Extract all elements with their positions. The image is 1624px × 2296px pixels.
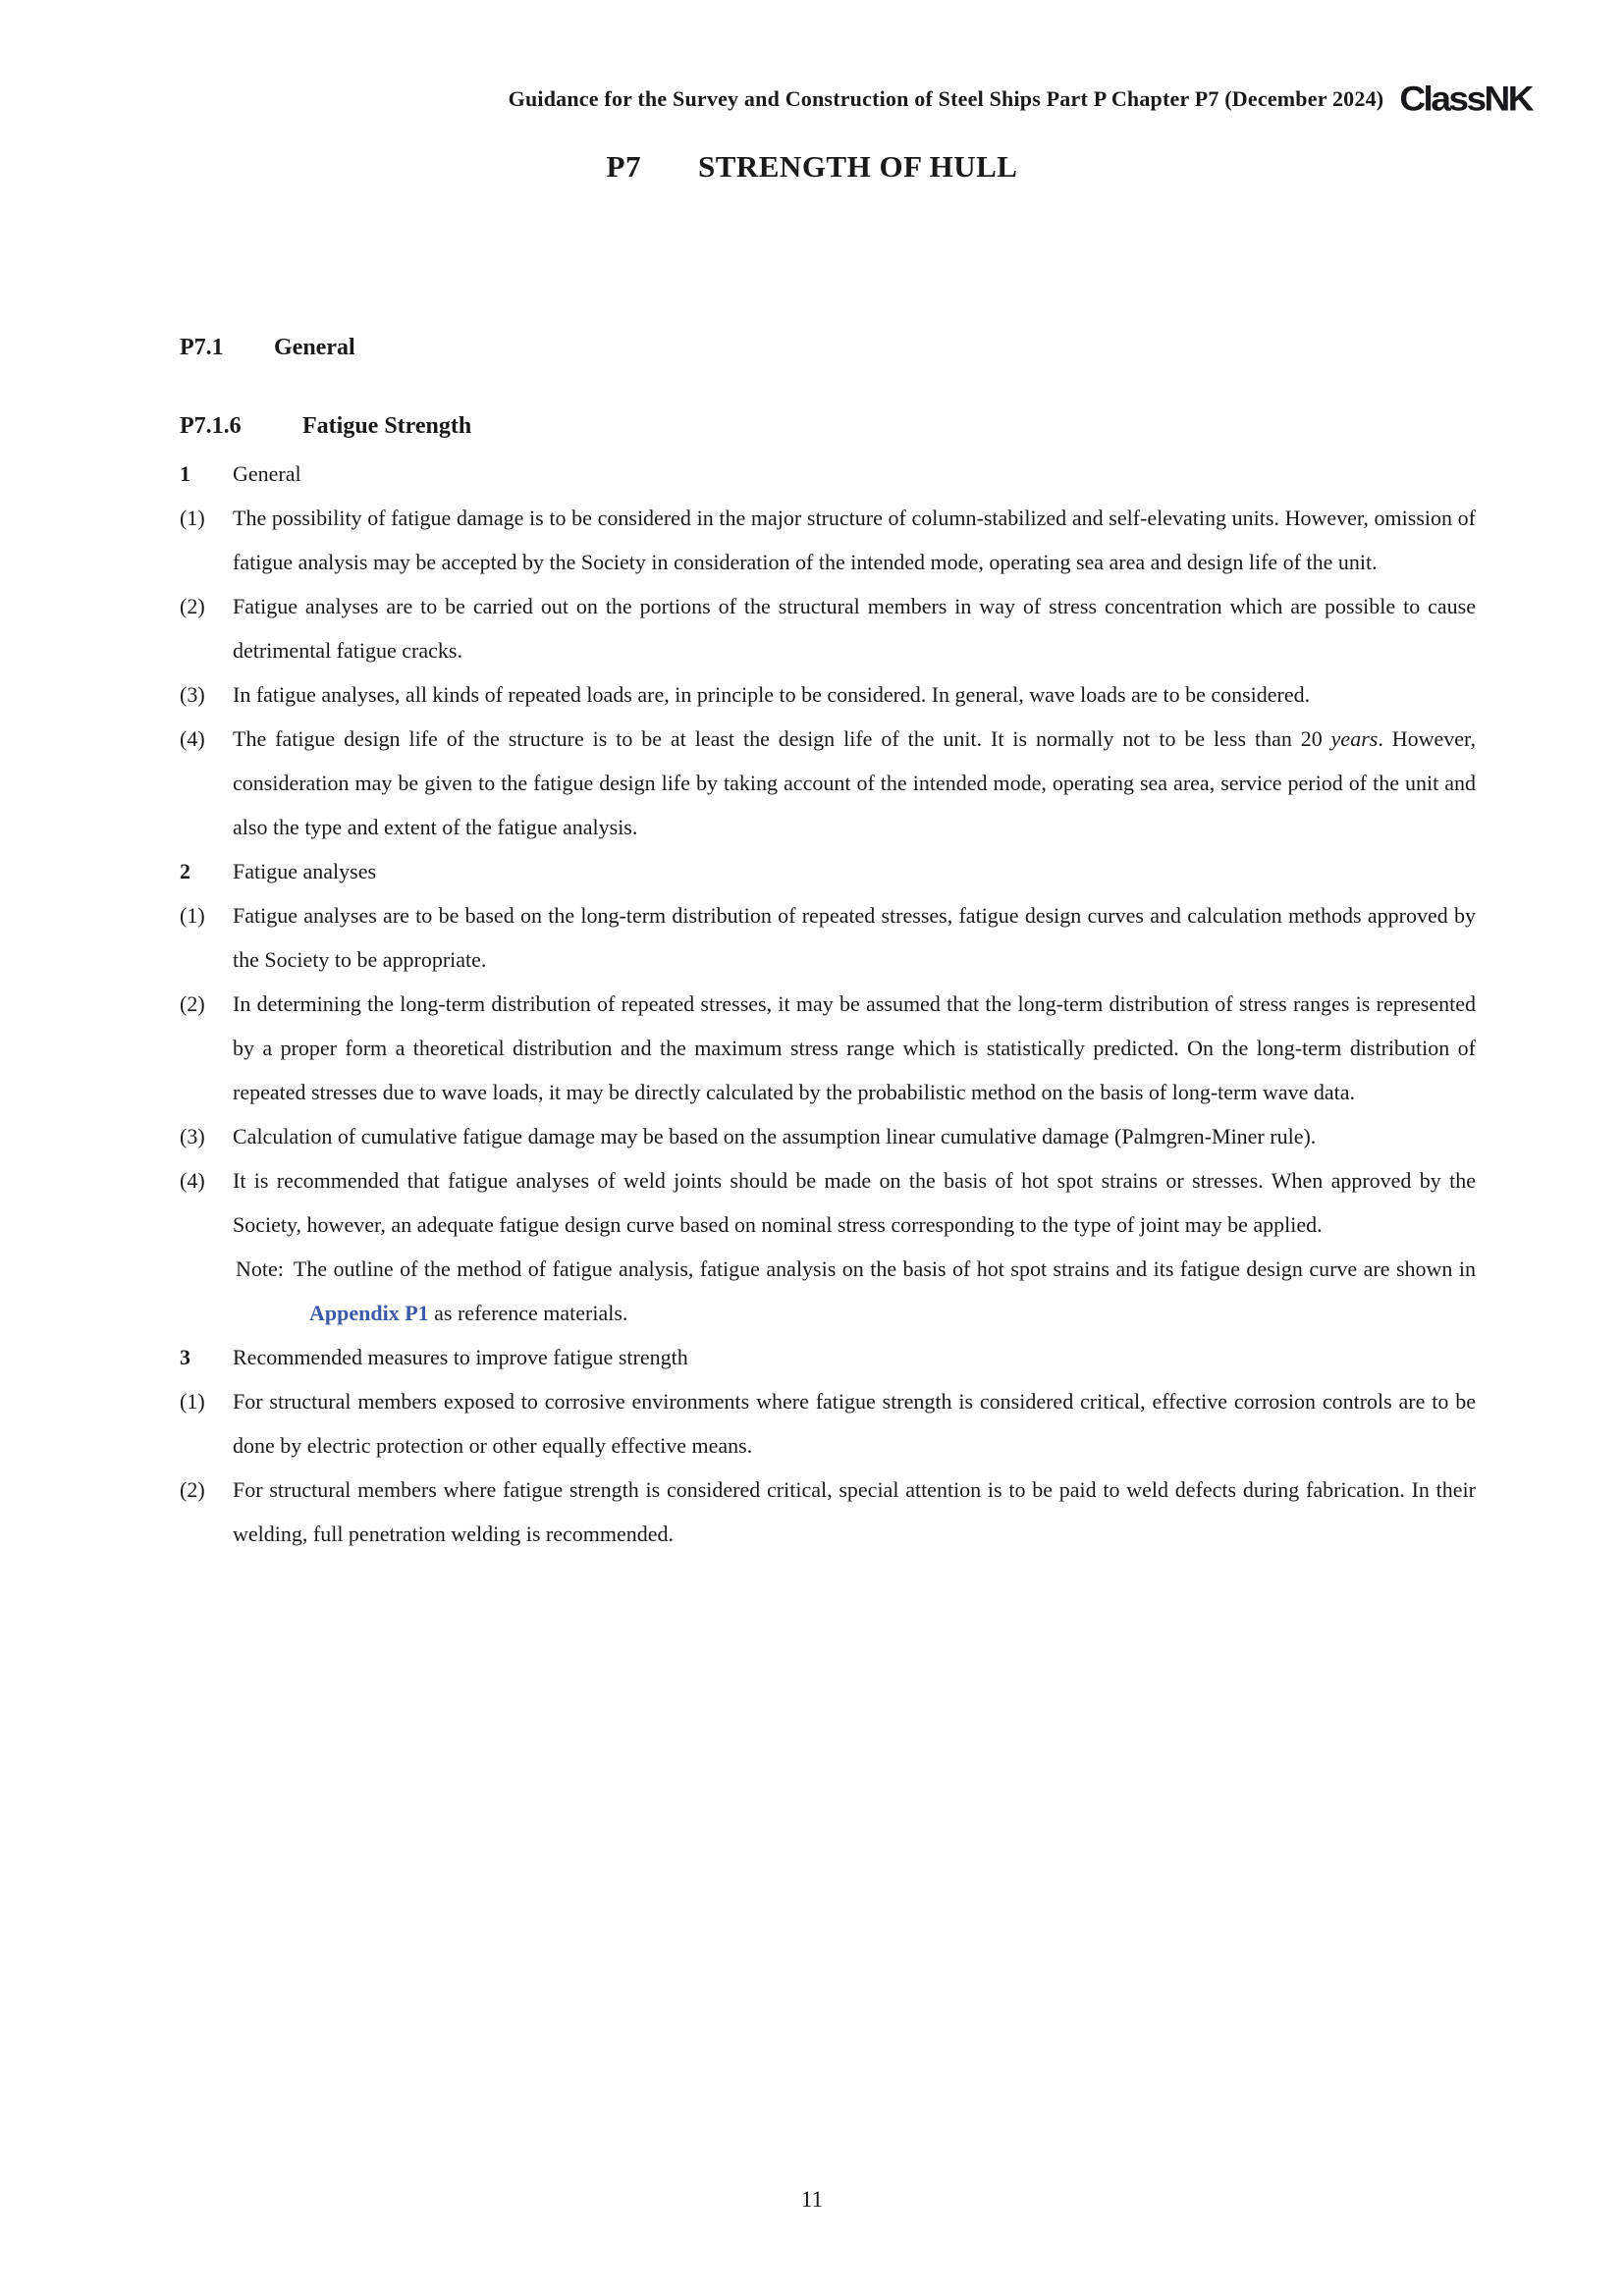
item-text: The possibility of fatigue damage is to be considered in the major structure of column-stabilized and self-elevating units. However, omission of fatigue analysis may be accepted by the Society in consideration of the intended mode, operating sea area and design life of the unit.: [233, 506, 1476, 574]
item-number: (1): [180, 506, 205, 530]
item-text: In determining the long-term distribution of repeated stresses, it may be assumed that the long-term distribution of stress ranges is represented by a proper form a theoretical distribution and the maximum stress range which is statistically predicted. On the long-term distribution of repeated stresses due to wave loads, it may be directly calculated by the probabilistic method on the basis of long-term wave data.: [233, 991, 1476, 1104]
list-item: [180, 672, 1476, 717]
subhead-number: 1: [180, 461, 190, 486]
body-text-block: [180, 452, 1476, 1556]
subsection-heading: [180, 413, 471, 440]
item-number: (1): [180, 1389, 205, 1414]
section-code: P7.1: [180, 335, 224, 360]
section-heading: [180, 335, 355, 361]
section-title: General: [274, 335, 355, 360]
list-item: [180, 893, 1476, 982]
item-text: The fatigue design life of the structure is to be at least the design life of the unit. It is normally not to be less than 20: [233, 726, 1331, 751]
appendix-p1-link[interactable]: Appendix P1: [309, 1301, 429, 1325]
item-text: For structural members where fatigue strength is considered critical, special attention is to be paid to weld defects during fabrication. In their welding, full penetration welding is recommended.: [233, 1477, 1476, 1546]
list-item: [180, 1468, 1476, 1556]
item-number: (4): [180, 1168, 205, 1193]
chapter-title: STRENGTH OF HULL: [697, 149, 1018, 184]
item-number: (2): [180, 991, 205, 1016]
subhead-title: Recommended measures to improve fatigue strength: [233, 1345, 688, 1369]
subhead-title: Fatigue analyses: [233, 859, 377, 883]
item-text: . However, consideration may be given to the fatigue design life by taking account of the intended mode, operating sea area, service period of the unit and also the type and extent of the fatigue analysis.: [233, 726, 1476, 839]
item-number: (3): [180, 682, 205, 707]
page-header: [509, 79, 1532, 120]
subhead-2-fatigue-analyses: [180, 849, 1476, 893]
subhead-3-recommended-measures: [180, 1335, 1476, 1379]
subhead-title: General: [233, 461, 301, 486]
running-header-title: Guidance for the Survey and Construction of Steel Ships Part P Chapter P7 (December 2024): [508, 86, 1384, 111]
classnk-logo: ClassNK: [1399, 80, 1532, 118]
item-number: (4): [180, 726, 205, 751]
item-text: It is recommended that fatigue analyses of weld joints should be made on the basis of hot spot strains or stresses. When approved by the Society, however, an adequate fatigue design curve based on nominal stress corresponding to the type of joint may be applied.: [233, 1168, 1476, 1237]
note-label: Note:: [236, 1256, 284, 1281]
subhead-number: 3: [180, 1345, 190, 1369]
item-text: In fatigue analyses, all kinds of repeated loads are, in principle to be considered. In general, wave loads are to be considered.: [233, 682, 1311, 707]
item-text: For structural members exposed to corrosive environments where fatigue strength is considered critical, effective corrosion controls are to be done by electric protection or other equally effective means.: [233, 1389, 1476, 1458]
subhead-1-general: [180, 452, 1476, 496]
item-text-italic: years: [1330, 726, 1379, 751]
subhead-number: 2: [180, 859, 190, 883]
list-item: [180, 982, 1476, 1114]
item-text: Calculation of cumulative fatigue damage may be based on the assumption linear cumulative damage (Palmgren-Miner rule).: [233, 1124, 1317, 1148]
list-item: [180, 1114, 1476, 1158]
item-number: (1): [180, 903, 205, 928]
list-item: [180, 584, 1476, 672]
chapter-title-row: [0, 149, 1624, 185]
item-number: (2): [180, 594, 205, 618]
subsection-title: Fatigue Strength: [302, 413, 472, 439]
subsection-code: P7.1.6: [180, 413, 242, 439]
list-item: [180, 717, 1476, 849]
list-item: [180, 1379, 1476, 1468]
list-item: [180, 1158, 1476, 1247]
list-item: [180, 496, 1476, 584]
note-text: The outline of the method of fatigue analysis, fatigue analysis on the basis of hot spot strains and its fatigue design curve are shown in: [293, 1256, 1476, 1281]
item-text: Fatigue analyses are to be carried out on the portions of the structural members in way of stress concentration which are possible to cause detrimental fatigue cracks.: [233, 594, 1476, 663]
note-paragraph: [180, 1247, 1476, 1335]
item-number: (2): [180, 1477, 205, 1502]
chapter-code: P7: [606, 149, 641, 184]
note-text: as reference materials.: [428, 1301, 628, 1325]
item-number: (3): [180, 1124, 205, 1148]
page-number: 11: [800, 2187, 824, 2212]
item-text: Fatigue analyses are to be based on the long-term distribution of repeated stresses, fatigue design curves and calculation methods approved by the Society to be appropriate.: [233, 903, 1476, 972]
